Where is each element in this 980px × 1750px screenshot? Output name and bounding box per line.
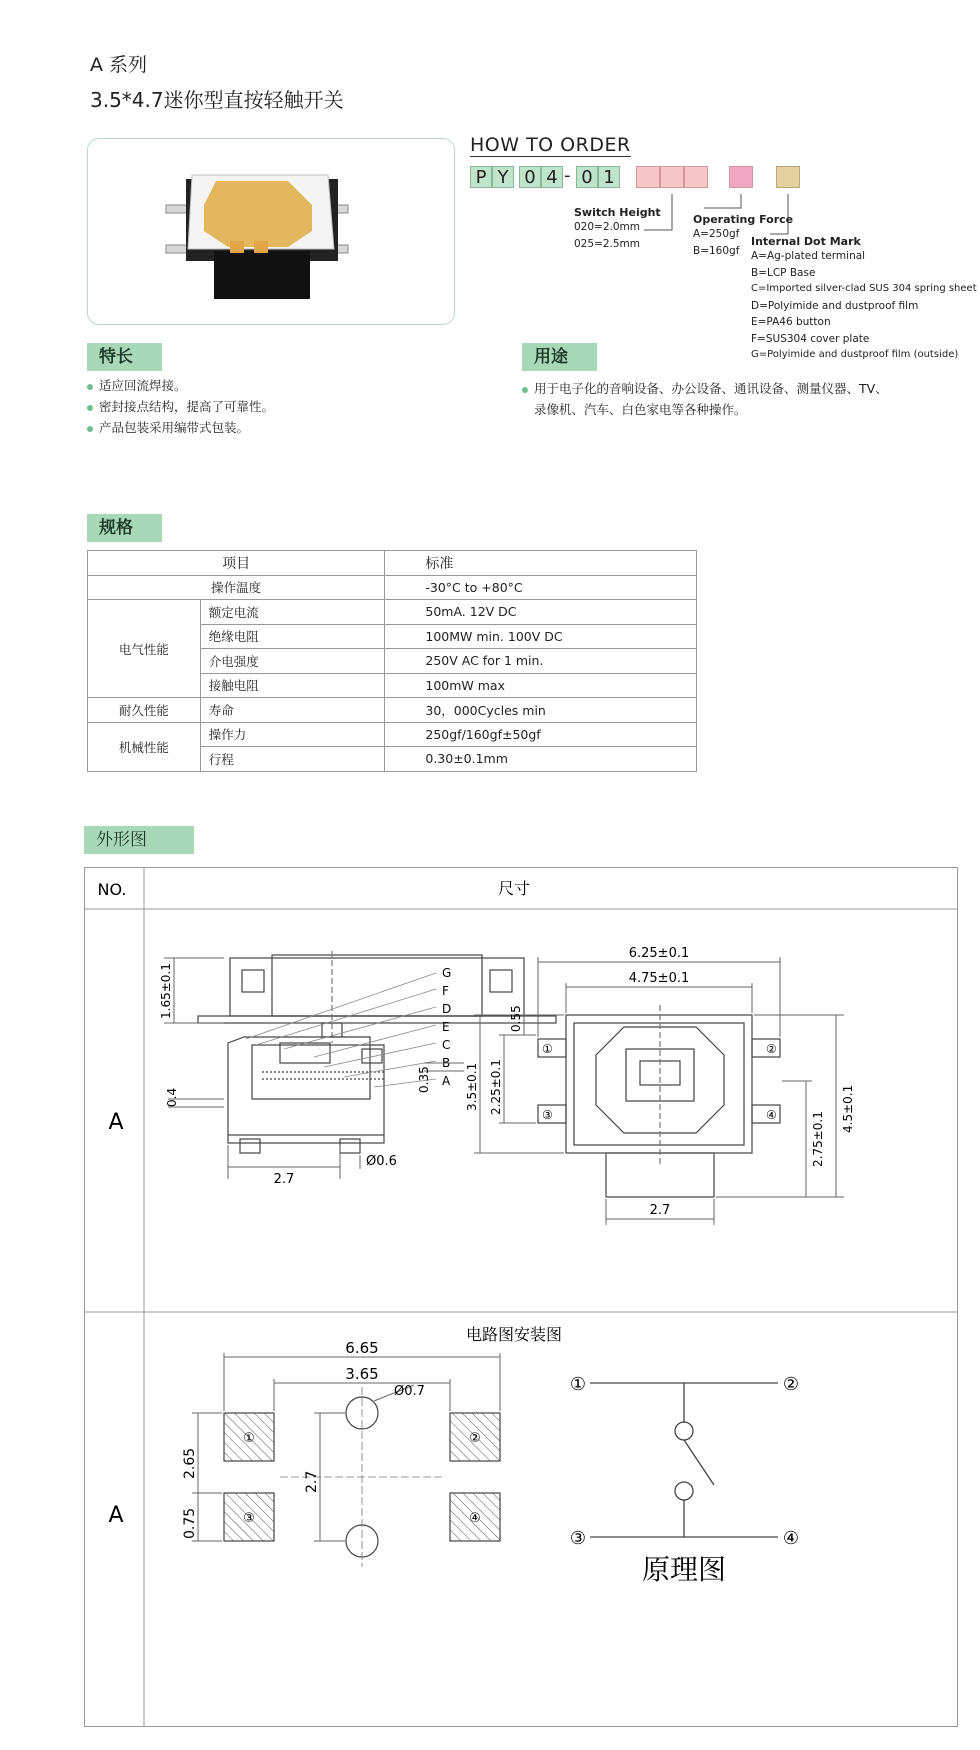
- how-to-order-title: HOW TO ORDER: [470, 134, 631, 156]
- row-2-no: A: [108, 1503, 124, 1528]
- spec-cell-value: 30，000Cycles min: [385, 698, 697, 723]
- dim-0-55: 0.55: [509, 1005, 523, 1032]
- internal-dot-legend: [751, 235, 977, 364]
- schem-pin-4: ④: [782, 1528, 800, 1549]
- spec-cell-label: 绝缘电阻: [200, 624, 385, 649]
- usage-heading: 用途: [522, 343, 597, 371]
- outline-heading: 外形图: [84, 826, 194, 854]
- table-row: [88, 600, 697, 625]
- pad-4-label: ④: [469, 1511, 481, 1526]
- switch-height-line-1: 020=2.0mm: [574, 221, 640, 233]
- table-row: [88, 551, 697, 576]
- pin-4-label: ④: [766, 1108, 777, 1122]
- dot-letter-c: C: [442, 1038, 451, 1052]
- height-option-box-1: [636, 166, 660, 188]
- code-char-2: Y: [492, 166, 514, 188]
- spec-cell-label: 操作力: [200, 722, 385, 747]
- bullet-dot: [87, 426, 93, 432]
- operating-force-title: Operating Force: [693, 213, 794, 226]
- product-subtitle: 3.5*4.7迷你型直按轻触开关: [90, 88, 344, 112]
- schem-pin-1: ①: [569, 1374, 587, 1395]
- dot-letter-b: B: [442, 1056, 451, 1070]
- dim-0-35: 0.35: [417, 1066, 431, 1093]
- spec-durability-group: 耐久性能: [88, 698, 201, 723]
- outline-drawing: [84, 867, 958, 1727]
- dim-2-7-a: 2.7: [273, 1172, 295, 1187]
- feature-item-2: 密封接点结构，提高了可靠性。: [87, 396, 274, 417]
- spec-cell-value: 250gf/160gf±50gf: [385, 722, 697, 747]
- col-no-label: NO.: [97, 880, 127, 899]
- bullet-dot: [522, 387, 528, 393]
- features-heading: 特长: [87, 343, 162, 371]
- height-option-box-3: [684, 166, 708, 188]
- series-title: A 系列: [90, 54, 148, 76]
- bullet-dot: [87, 384, 93, 390]
- dim-6-25: 6.25±0.1: [628, 946, 690, 961]
- spec-cell-value: 50mA. 12V DC: [385, 600, 697, 625]
- spec-cell-label: 接触电阻: [200, 673, 385, 698]
- internal-dot-line-f: F=SUS304 cover plate: [751, 332, 870, 345]
- bullet-dot: [87, 405, 93, 411]
- pad-3-label: ③: [243, 1511, 255, 1526]
- dot-letter-g: G: [442, 966, 452, 980]
- switch-height-legend: [574, 206, 661, 252]
- dim-phi-0-6: Ø0.6: [366, 1154, 397, 1169]
- spec-header-item: 项目: [88, 551, 385, 576]
- spec-cell-value: 100MW min. 100V DC: [385, 624, 697, 649]
- product-illustration: [88, 139, 454, 324]
- pin-3-label: ③: [542, 1108, 553, 1122]
- dim-2-65: 2.65: [182, 1447, 198, 1479]
- operating-force-line-2: B=160gf: [693, 244, 740, 257]
- feature-item-1: 适应回流焊接。: [87, 375, 274, 396]
- height-option-box-2: [660, 166, 684, 188]
- code-char-1: P: [470, 166, 492, 188]
- spec-cell-value: 0.30±0.1mm: [385, 747, 697, 772]
- table-row: [88, 698, 697, 723]
- dot-option-box: [776, 166, 800, 188]
- internal-dot-title: Internal Dot Mark: [751, 235, 861, 248]
- switch-height-line-2: 025=2.5mm: [574, 237, 640, 250]
- feature-item-3: 产品包装采用编带式包装。: [87, 417, 274, 438]
- spec-op-temp-label: 操作温度: [88, 575, 385, 600]
- internal-dot-line-g: G=Polyimide and dustproof film (outside): [751, 349, 959, 360]
- internal-dot-line-d: D=Polyimide and dustproof film: [751, 299, 919, 312]
- dim-2-75: 2.75±0.1: [811, 1111, 825, 1167]
- spec-cell-label: 额定电流: [200, 600, 385, 625]
- pad-1-label: ①: [243, 1431, 255, 1446]
- dim-4-5: 4.5±0.1: [841, 1084, 855, 1133]
- code-char-6: 1: [598, 166, 620, 188]
- usage-item-2: 录像机、汽车、白色家电等各种操作。: [534, 402, 747, 417]
- dot-letter-e: E: [442, 1020, 450, 1034]
- dim-3-5: 3.5±0.1: [465, 1062, 479, 1111]
- dot-letter-a: A: [442, 1074, 451, 1088]
- pin-2-label: ②: [766, 1042, 777, 1056]
- product-photo-frame: [87, 138, 455, 325]
- dim-phi-0-7: Ø0.7: [394, 1384, 425, 1399]
- spec-electrical-group: 电气性能: [88, 600, 201, 698]
- internal-dot-line-a: A=Ag-plated terminal: [751, 250, 866, 262]
- code-char-3: 0: [519, 166, 541, 188]
- principle-label: 原理图: [641, 1553, 727, 1586]
- code-dash: -: [564, 165, 571, 186]
- internal-dot-line-c: C=Imported silver-clad SUS 304 spring sheet: [751, 283, 977, 294]
- internal-dot-line-e: E=PA46 button: [751, 316, 831, 328]
- spec-cell-label: 寿命: [200, 698, 385, 723]
- table-row: [88, 575, 697, 600]
- dim-2-7-c: 2.7: [304, 1470, 320, 1493]
- schem-pin-3: ③: [569, 1528, 587, 1549]
- dim-2-25: 2.25±0.1: [489, 1059, 503, 1115]
- schematic: [590, 1383, 778, 1537]
- dot-letter-f: F: [442, 984, 449, 998]
- internal-dot-line-b: B=LCP Base: [751, 266, 816, 279]
- switch-height-title: Switch Height: [574, 206, 661, 219]
- pin-1-label: ①: [542, 1042, 553, 1056]
- operating-force-line-1: A=250gf: [693, 228, 740, 240]
- code-char-5: 0: [576, 166, 598, 188]
- side-view: [198, 951, 556, 1043]
- dim-2-7-b: 2.7: [649, 1203, 671, 1218]
- usage-list: [522, 378, 888, 420]
- section-leaders: [246, 973, 436, 1087]
- spec-cell-value: 100mW max: [385, 673, 697, 698]
- features-list: [87, 375, 274, 438]
- dot-letter-d: D: [442, 1002, 452, 1016]
- top-view: [538, 1005, 780, 1197]
- section-view: [228, 1037, 384, 1153]
- spec-table: [87, 550, 697, 772]
- code-char-4: 4: [541, 166, 563, 188]
- dim-4-75: 4.75±0.1: [628, 971, 690, 986]
- col-size-label: 尺寸: [497, 879, 531, 898]
- spec-op-temp-value: -30°C to +80°C: [385, 575, 697, 600]
- dim-1-65: 1.65±0.1: [159, 963, 173, 1019]
- schem-pin-2: ②: [782, 1374, 800, 1395]
- spec-heading: 规格: [87, 514, 162, 542]
- dim-6-65: 6.65: [345, 1339, 379, 1357]
- row-1-no: A: [108, 1110, 124, 1135]
- dim-0-75: 0.75: [182, 1507, 198, 1539]
- table-row: [88, 722, 697, 747]
- spec-mechanical-group: 机械性能: [88, 722, 201, 771]
- spec-cell-label: 介电强度: [200, 649, 385, 674]
- pad-2-label: ②: [469, 1431, 481, 1446]
- spec-header-standard: 标准: [385, 551, 697, 576]
- spec-cell-value: 250V AC for 1 min.: [385, 649, 697, 674]
- circuit-title: 电路图安装图: [465, 1325, 563, 1344]
- dim-0-4: 0.4: [165, 1087, 179, 1107]
- dim-3-65: 3.65: [345, 1365, 379, 1383]
- force-option-box: [729, 166, 753, 188]
- usage-item-1: 用于电子化的音响设备、办公设备、通讯设备、测量仪器、TV、: [522, 378, 888, 399]
- spec-cell-label: 行程: [200, 747, 385, 772]
